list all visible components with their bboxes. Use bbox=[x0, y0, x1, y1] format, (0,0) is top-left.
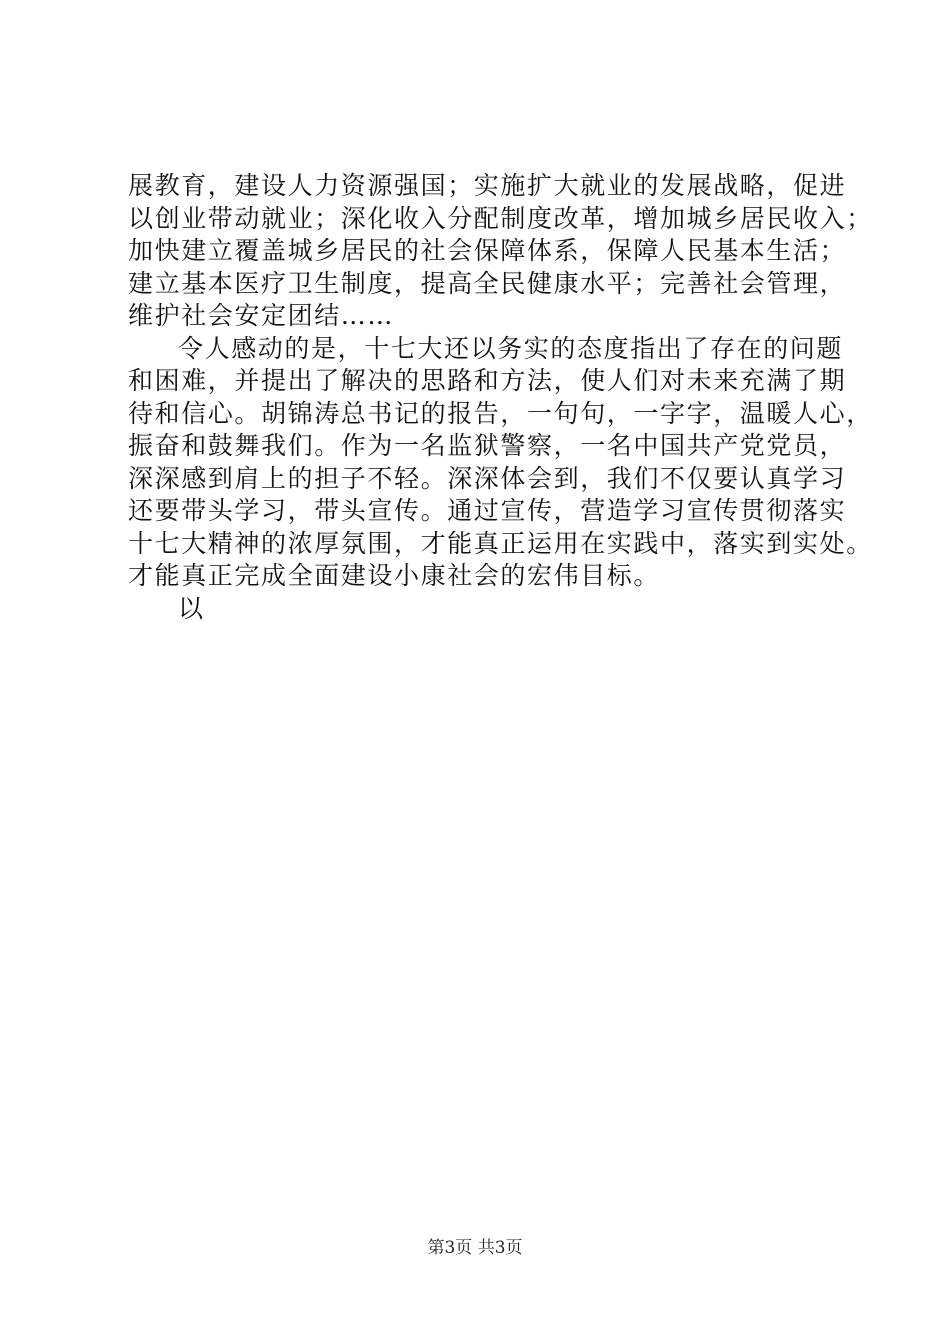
text-line: 展教育，建设人力资源强国；实施扩大就业的发展战略，促进 bbox=[128, 171, 847, 200]
text-line: 维护社会安定团结…… bbox=[128, 301, 395, 330]
text-line: 以 bbox=[178, 593, 205, 623]
text-line: 以创业带动就业；深化收入分配制度改革，增加城乡居民收入； bbox=[128, 203, 873, 233]
text-line: 加快建立覆盖城乡居民的社会保障体系，保障人民基本生活； bbox=[128, 236, 847, 265]
text-line: 和困难，并提出了解决的思路和方法，使人们对未来充满了期 bbox=[128, 366, 847, 395]
text-line: 振奋和鼓舞我们。作为一名监狱警察，一名中国共产党党员， bbox=[128, 431, 847, 460]
text-line: 待和信心。胡锦涛总书记的报告，一句句，一字字，温暖人心， bbox=[128, 398, 873, 428]
page-footer: 第3页 共3页 bbox=[427, 1238, 523, 1258]
text-line: 建立基本医疗卫生制度，提高全民健康水平；完善社会管理， bbox=[128, 268, 847, 298]
text-line: 十七大精神的浓厚氛围，才能真正运用在实践中，落实到实处。 bbox=[128, 528, 873, 558]
body-text bbox=[128, 170, 873, 625]
text-line: 深深感到肩上的担子不轻。深深体会到，我们不仅要认真学习 bbox=[128, 463, 847, 493]
text-line: 令人感动的是，十七大还以务实的态度指出了存在的问题 bbox=[178, 333, 844, 363]
text-line: 才能真正完成全面建设小康社会的宏伟目标。 bbox=[128, 561, 661, 590]
text-line: 还要带头学习，带头宣传。通过宣传，营造学习宣传贯彻落实 bbox=[128, 496, 847, 525]
